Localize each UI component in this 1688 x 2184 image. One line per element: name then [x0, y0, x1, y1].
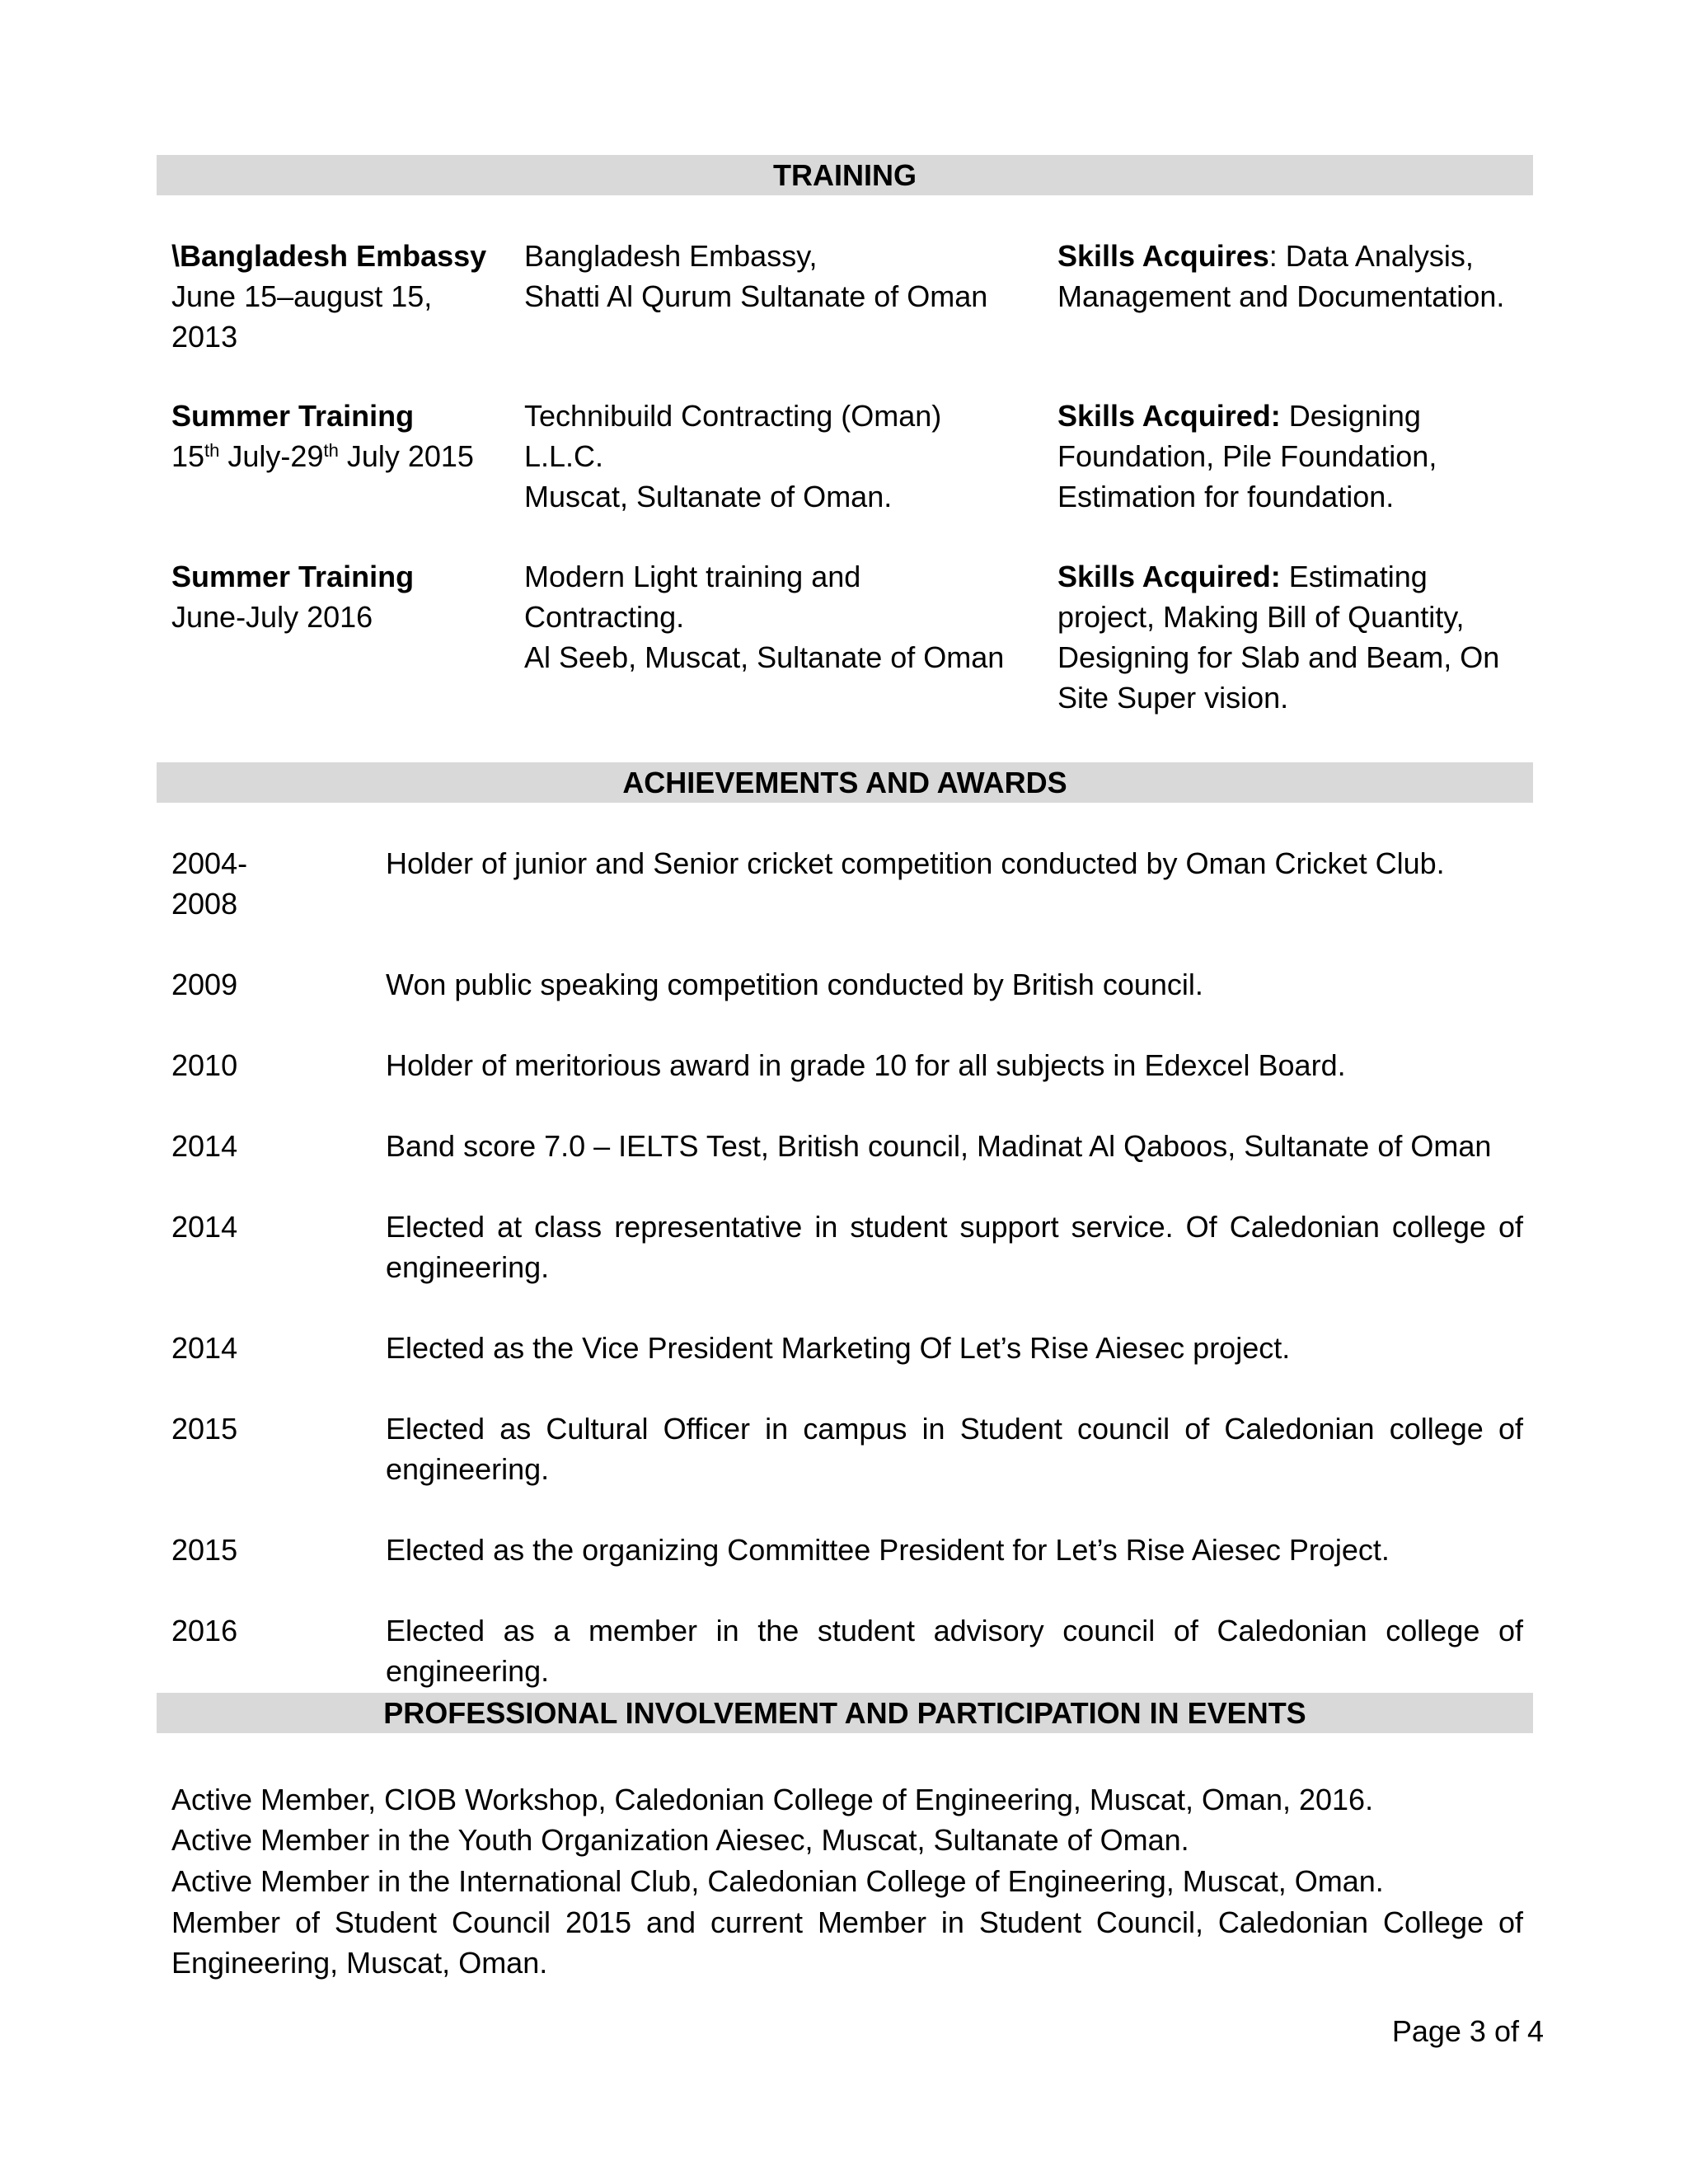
skills-text: Site Super vision.	[1057, 681, 1289, 715]
training-org: Shatti Al Qurum Sultanate of Oman	[524, 279, 988, 313]
award-text: Elected as Cultural Officer in campus in Student council of Caledonian college of engineering.	[386, 1412, 1523, 1486]
training-heading: TRAINING	[157, 155, 1533, 195]
involvement-item: Active Member in the Youth Organization Aiesec, Muscat, Sultanate of Oman.	[171, 1823, 1189, 1857]
skills-label: Skills Acquired:	[1057, 560, 1281, 593]
involvement-heading: PROFESSIONAL INVOLVEMENT AND PARTICIPATION IN EVENTS	[157, 1693, 1533, 1733]
award-year: 2014	[171, 1331, 238, 1365]
skills-text: project, Making Bill of Quantity,	[1057, 600, 1465, 634]
skills-text: Designing for Slab and Beam, On	[1057, 640, 1500, 674]
award-year: 2015	[171, 1412, 238, 1446]
award-text: Holder of junior and Senior cricket competition conducted by Oman Cricket Club.	[386, 846, 1445, 880]
achievements-heading: ACHIEVEMENTS AND AWARDS	[157, 762, 1533, 803]
award-text: Band score 7.0 – IELTS Test, British council, Madinat Al Qaboos, Sultanate of Oman	[386, 1129, 1492, 1163]
skills-text: Estimation for foundation.	[1057, 480, 1395, 513]
involvement-item: Member of Student Council 2015 and current Member in Student Council, Caledonian College of Engineering, Muscat, Oman.	[171, 1905, 1523, 1980]
training-org: Contracting.	[524, 600, 685, 634]
page-number: Page 3 of 4	[1391, 2014, 1544, 2048]
training-date: 15th July-29th July 2015	[171, 439, 474, 473]
training-date: June 15–august 15,	[171, 279, 433, 313]
award-year: 2010	[171, 1048, 238, 1082]
training-title: Summer Training	[171, 399, 415, 433]
training-org: Muscat, Sultanate of Oman.	[524, 480, 893, 513]
award-year: 2009	[171, 968, 238, 1001]
training-org: Bangladesh Embassy,	[524, 239, 818, 273]
training-date: 2013	[171, 320, 238, 354]
award-text: Elected at class representative in student support service. Of Caledonian college of engineering.	[386, 1210, 1523, 1284]
involvement-item: Active Member, CIOB Workshop, Caledonian College of Engineering, Muscat, Oman, 2016.	[171, 1783, 1374, 1816]
skills-text: Foundation, Pile Foundation,	[1057, 439, 1437, 473]
award-text: Elected as a member in the student advisory council of Caledonian college of engineering.	[386, 1614, 1523, 1688]
skills-text: Designing	[1288, 399, 1421, 433]
skills-label: Skills Acquires	[1057, 239, 1269, 273]
award-text: Elected as the organizing Committee President for Let’s Rise Aiesec Project.	[386, 1533, 1390, 1567]
training-title: Summer Training	[171, 560, 415, 593]
training-date: June-July 2016	[171, 600, 373, 634]
training-org: Technibuild Contracting (Oman)	[524, 399, 942, 433]
training-title: \Bangladesh Embassy	[171, 239, 487, 273]
award-year: 2014	[171, 1129, 238, 1163]
award-year: 2016	[171, 1614, 238, 1647]
award-year: 2014	[171, 1210, 238, 1244]
skills-text: Data Analysis,	[1285, 239, 1474, 273]
training-org: Al Seeb, Muscat, Sultanate of Oman	[524, 640, 1005, 674]
involvement-item: Active Member in the International Club, Caledonian College of Engineering, Muscat, Oman.	[171, 1864, 1384, 1898]
skills-text: Estimating	[1288, 560, 1428, 593]
award-year: 2015	[171, 1533, 238, 1567]
award-year: 2004-2008	[171, 846, 248, 921]
award-text: Won public speaking competition conducted by British council.	[386, 968, 1203, 1001]
training-org: L.L.C.	[524, 439, 604, 473]
skills-separator: :	[1268, 239, 1286, 273]
skills-label: Skills Acquired:	[1057, 399, 1281, 433]
award-text: Holder of meritorious award in grade 10 for all subjects in Edexcel Board.	[386, 1048, 1346, 1082]
award-text: Elected as the Vice President Marketing Of Let’s Rise Aiesec project.	[386, 1331, 1291, 1365]
skills-text: Management and Documentation.	[1057, 279, 1505, 313]
training-org: Modern Light training and	[524, 560, 861, 593]
